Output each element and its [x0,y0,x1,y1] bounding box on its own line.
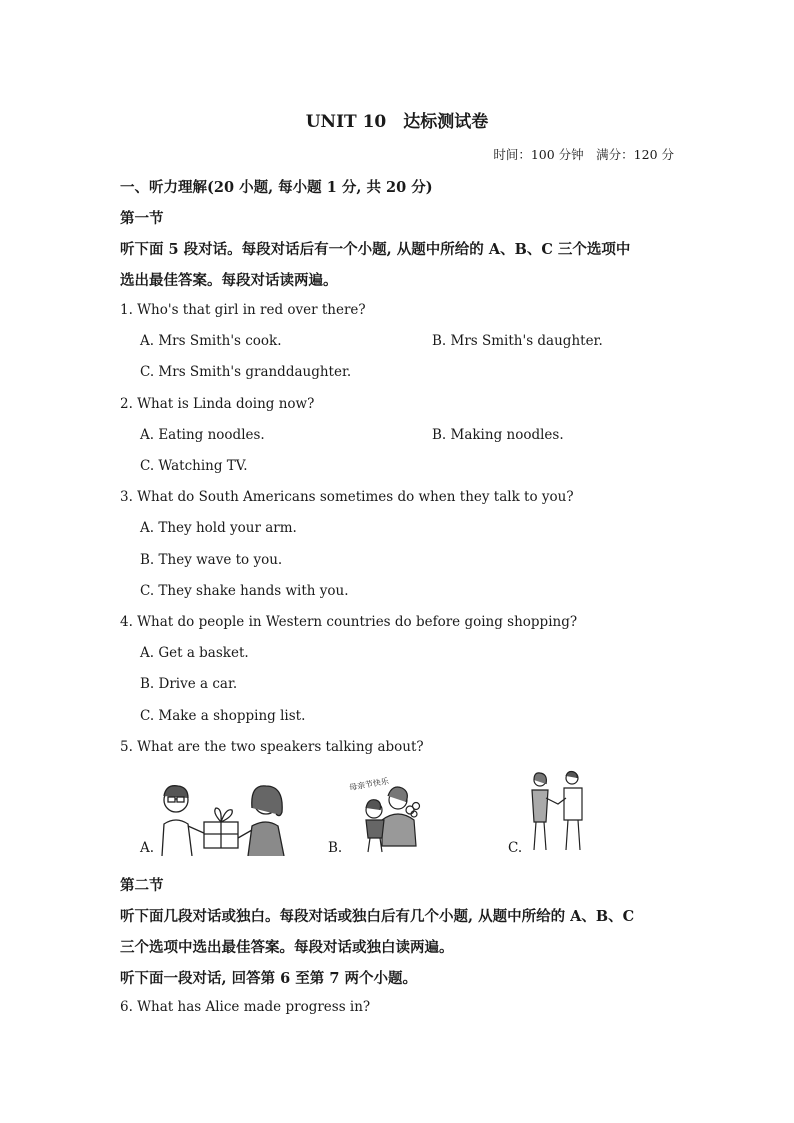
section2-instruction-line3: 听下面一段对话, 回答第 6 至第 7 两个小题。 [120,970,417,987]
question-3-option-c: C. They shake hands with you. [140,583,349,599]
question-4-option-a: A. Get a basket. [140,645,249,661]
section1-heading: 第一节 [120,210,164,227]
question-1-option-b: B. Mrs Smith's daughter. [432,333,603,349]
question-5: 5. What are the two speakers talking about? [120,739,424,755]
question-6: 6. What has Alice made progress in? [120,999,371,1015]
section1-instruction-line1: 听下面 5 段对话。每段对话后有一个小题, 从题中所给的 A、B、C 三个选项中 [120,241,631,258]
question-2-option-a: A. Eating noodles. [140,427,265,443]
mothers-day-illustration [352,780,427,856]
page-title: UNIT 10 达标测试卷 [305,112,489,132]
section2-instruction-line2: 三个选项中选出最佳答案。每段对话或独白读两遍。 [120,939,454,956]
question-5-option-a-label: A. [140,840,155,856]
gift-giving-illustration [152,778,302,856]
question-4-option-b: B. Drive a car. [140,676,238,692]
question-2: 2. What is Linda doing now? [120,396,315,412]
part1-heading: 一、听力理解(20 小题, 每小题 1 分, 共 20 分) [120,179,433,196]
handshake-illustration [526,770,590,854]
exam-meta: 时间：100 分钟 满分：120 分 [493,147,674,162]
section2-heading: 第二节 [120,877,164,894]
question-5-option-c-label: C. [508,840,523,856]
question-1-option-c: C. Mrs Smith's granddaughter. [140,364,352,380]
question-3-option-b: B. They wave to you. [140,552,283,568]
section1-instruction-line2: 选出最佳答案。每段对话读两遍。 [120,272,338,289]
question-1: 1. Who's that girl in red over there? [120,302,366,318]
question-2-option-b: B. Making noodles. [432,427,564,443]
question-3: 3. What do South Americans sometimes do when they talk to you? [120,489,574,505]
question-1-option-a: A. Mrs Smith's cook. [140,333,282,349]
question-4-option-c: C. Make a shopping list. [140,708,306,724]
question-3-option-a: A. They hold your arm. [140,520,297,536]
question-2-option-c: C. Watching TV. [140,458,248,474]
mothers-day-caption: 母亲节快乐 [348,776,390,793]
section2-instruction-line1: 听下面几段对话或独白。每段对话或独白后有几个小题, 从题中所给的 A、B、C [120,908,635,925]
question-5-option-b-label: B. [328,840,343,856]
question-4: 4. What do people in Western countries do before going shopping? [120,614,578,630]
